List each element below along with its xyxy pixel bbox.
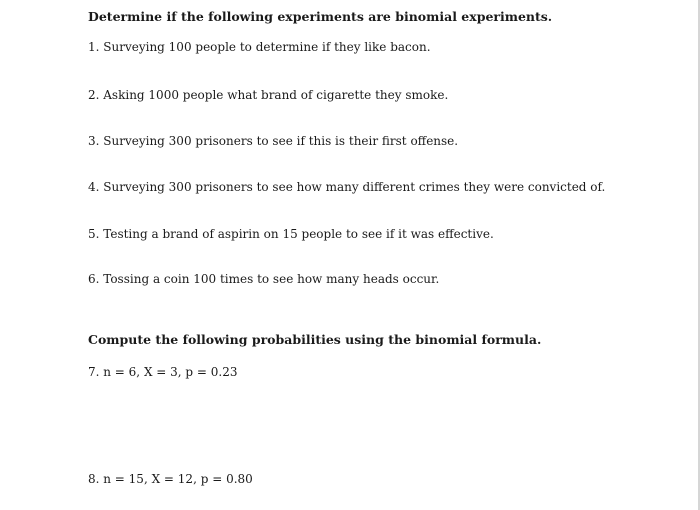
section2-heading: Compute the following probabilities using the binomial formula. (88, 332, 542, 347)
question-4: 4. Surveying 300 prisoners to see how many different crimes they were convicted of. (88, 180, 606, 194)
question-5: 5. Testing a brand of aspirin on 15 people to see if it was effective. (88, 227, 494, 241)
question-8: 8. n = 15, X = 12, p = 0.80 (88, 472, 253, 486)
question-3: 3. Surveying 300 prisoners to see if this is their first offense. (88, 134, 459, 148)
question-6: 6. Tossing a coin 100 times to see how many heads occur. (88, 272, 440, 286)
section1-heading: Determine if the following experiments are binomial experiments. (88, 9, 553, 24)
question-1: 1. Surveying 100 people to determine if they like bacon. (88, 40, 431, 54)
question-7: 7. n = 6, X = 3, p = 0.23 (88, 365, 238, 379)
question-2: 2. Asking 1000 people what brand of cigarette they smoke. (88, 88, 449, 102)
